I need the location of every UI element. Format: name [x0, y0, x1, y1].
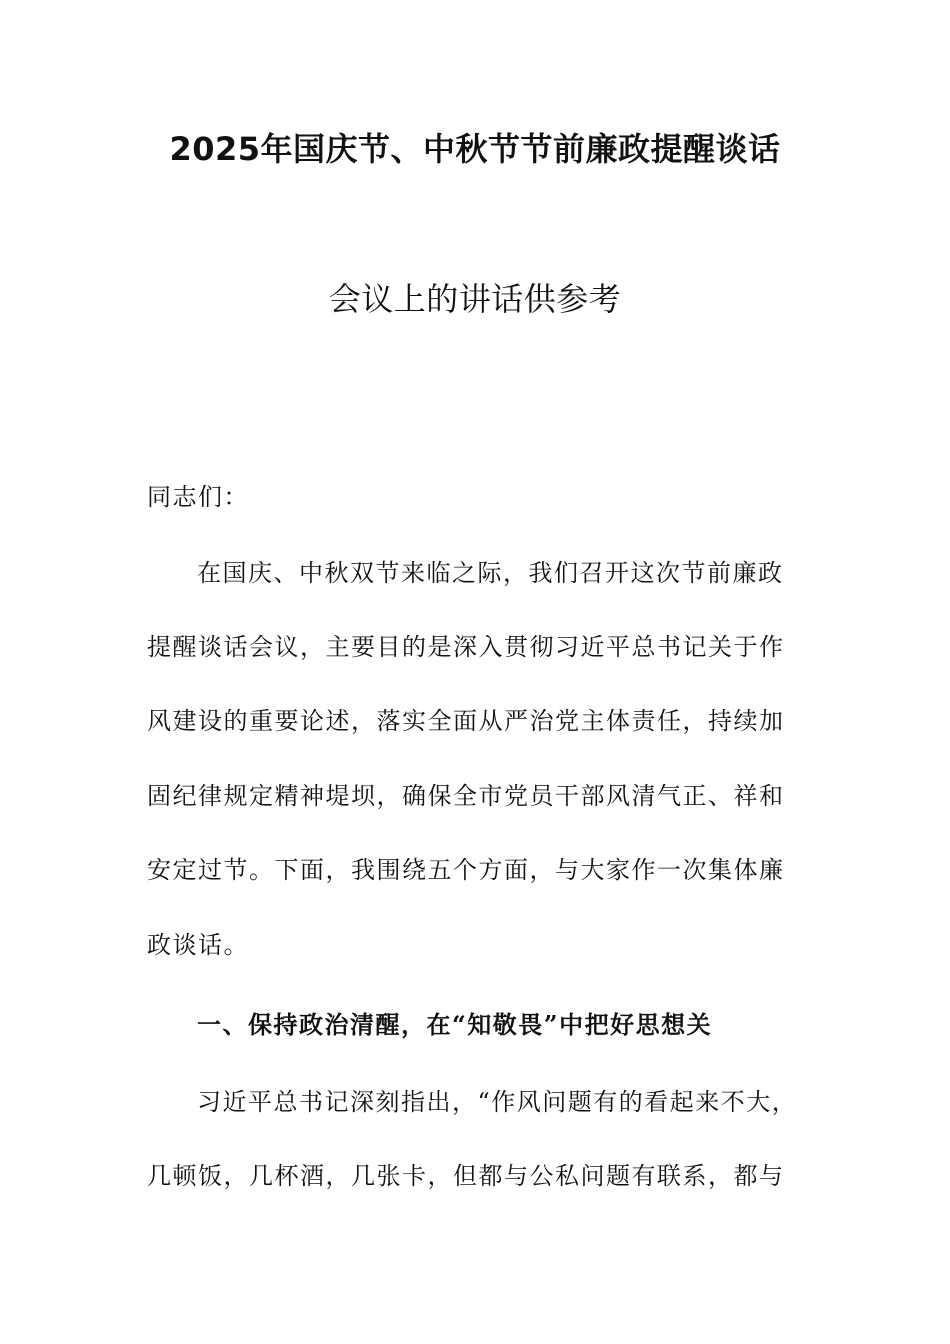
paragraph-1-line-4: 固纪律规定精神堤坝，确保全市党员干部风清气正、祥和: [147, 782, 785, 810]
paragraph-1-line-1: 在国庆、中秋双节来临之际，我们召开这次节前廉政: [197, 559, 784, 587]
salutation: 同志们：: [147, 483, 249, 511]
paragraph-1-line-5: 安定过节。下面，我围绕五个方面，与大家作一次集体廉: [147, 856, 785, 884]
paragraph-1-line-3: 风建设的重要论述，落实全面从严治党主体责任，持续加: [147, 707, 785, 735]
section-1-heading: 一、保持政治清醒，在“知敬畏”中把好思想关: [197, 1010, 713, 1039]
paragraph-1-line-2: 提醒谈话会议，主要目的是深入贯彻习近平总书记关于作: [147, 633, 785, 661]
paragraph-1-line-6: 政谈话。: [147, 931, 249, 959]
paragraph-2-line-2: 几顿饭，几杯酒，几张卡，但都与公私问题有联系，都与: [147, 1162, 785, 1190]
document-title-line-2: 会议上的讲话供参考: [328, 280, 622, 318]
document-title-line-1: 2025年国庆节、中秋节节前廉政提醒谈话: [169, 130, 781, 168]
paragraph-2-line-1: 习近平总书记深刻指出，“作风问题有的看起来不大，: [197, 1088, 798, 1116]
